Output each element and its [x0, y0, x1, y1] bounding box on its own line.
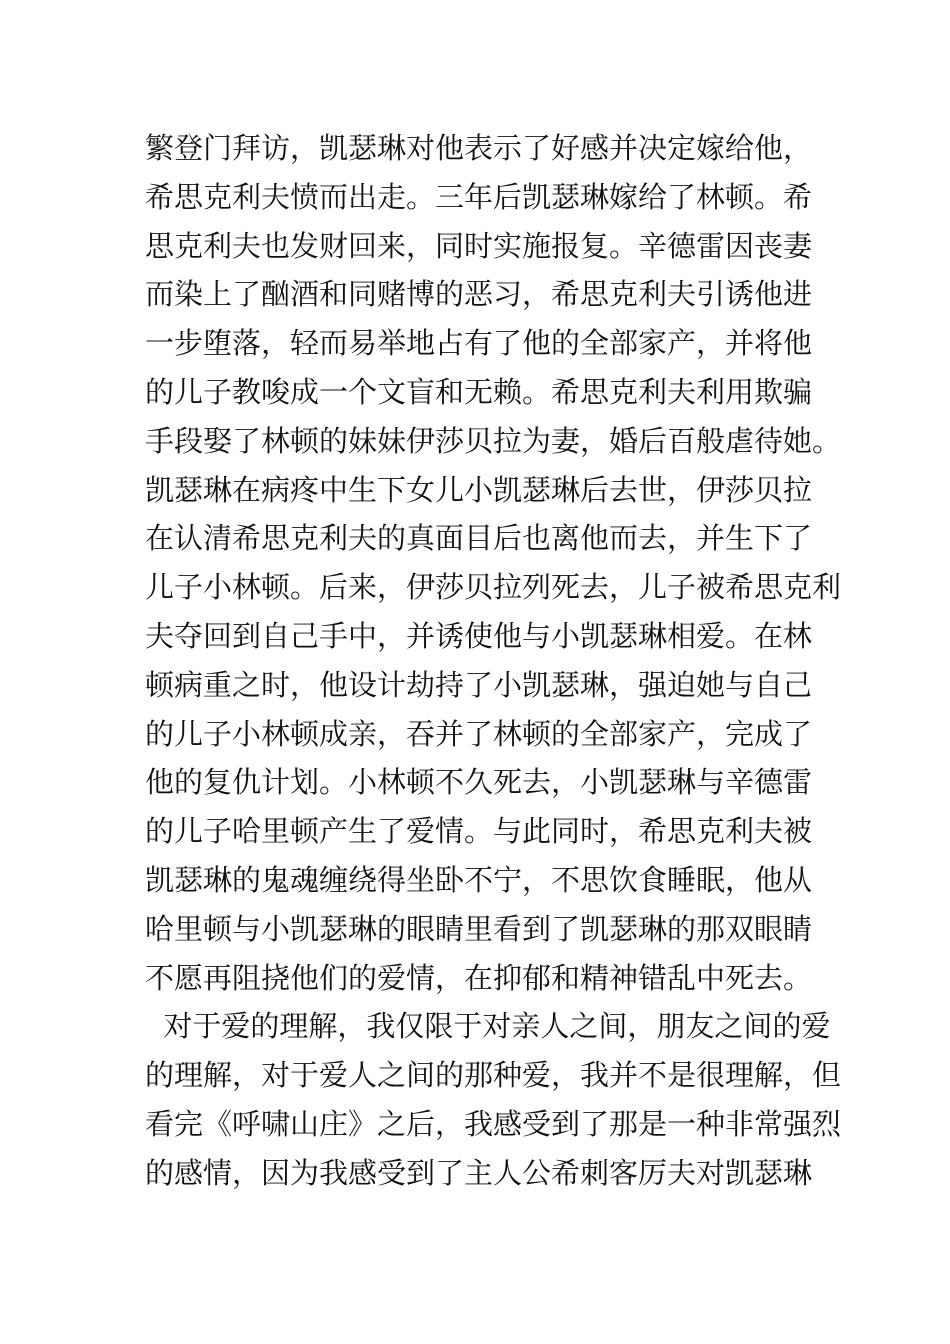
text-line: 顿病重之时，他设计劫持了小凯瑟琳，强迫她与自己: [145, 667, 813, 702]
text-line: 繁登门拜访，凯瑟琳对他表示了好感并决定嫁给他，: [145, 131, 813, 165]
text-line: 的儿子小林顿成亲，吞并了林顿的全部家产，完成了: [145, 716, 813, 751]
text-line: 希思克利夫愤而出走。三年后凯瑟琳嫁给了林顿。希: [145, 179, 813, 214]
text-line: 儿子小林顿。后来，伊莎贝拉列死去，儿子被希思克利: [145, 570, 842, 605]
text-line: 的儿子教唆成一个文盲和无赖。希思克利夫利用欺骗: [145, 374, 813, 409]
text-line: 在认清希思克利夫的真面目后也离他而去，并生下了: [145, 521, 813, 556]
text-line: 他的复仇计划。小林顿不久死去，小凯瑟琳与辛德雷: [145, 765, 813, 800]
text-line: 哈里顿与小凯瑟琳的眼睛里看到了凯瑟琳的那双眼睛: [145, 911, 813, 946]
text-line: 凯瑟琳的鬼魂缠绕得坐卧不宁，不思饮食睡眠，他从: [145, 862, 813, 897]
text-line: 不愿再阻挠他们的爱情，在抑郁和精神错乱中死去。: [145, 960, 813, 995]
text-line: 的理解，对于爱人之间的那种爱，我并不是很理解，但: [145, 1058, 842, 1093]
text-line: 看完《呼啸山庄》之后，我感受到了那是一种非常强烈: [145, 1106, 842, 1141]
text-line: 思克利夫也发财回来，同时实施报复。辛德雷因丧妻: [145, 228, 813, 263]
text-line: 而染上了酗酒和同赌博的恶习，希思克利夫引诱他进: [145, 277, 813, 312]
text-line: 的儿子哈里顿产生了爱情。与此同时，希思克利夫被: [145, 814, 813, 849]
body-text: [145, 124, 845, 1198]
text-line: 夫夺回到自己手中，并诱使他与小凯瑟琳相爱。在林: [145, 618, 813, 653]
text-line: 手段娶了林顿的妹妹伊莎贝拉为妻，婚后百般虐待她。: [145, 423, 842, 458]
text-line: 对于爱的理解，我仅限于对亲人之间，朋友之间的爱: [145, 1009, 831, 1044]
text-line: 一步堕落，轻而易举地占有了他的全部家产，并将他: [145, 326, 813, 361]
text-line: 的感情，因为我感受到了主人公希刺客厉夫对凯瑟琳: [145, 1155, 813, 1190]
text-line: 凯瑟琳在病疼中生下女儿小凯瑟琳后去世，伊莎贝拉: [145, 472, 813, 507]
